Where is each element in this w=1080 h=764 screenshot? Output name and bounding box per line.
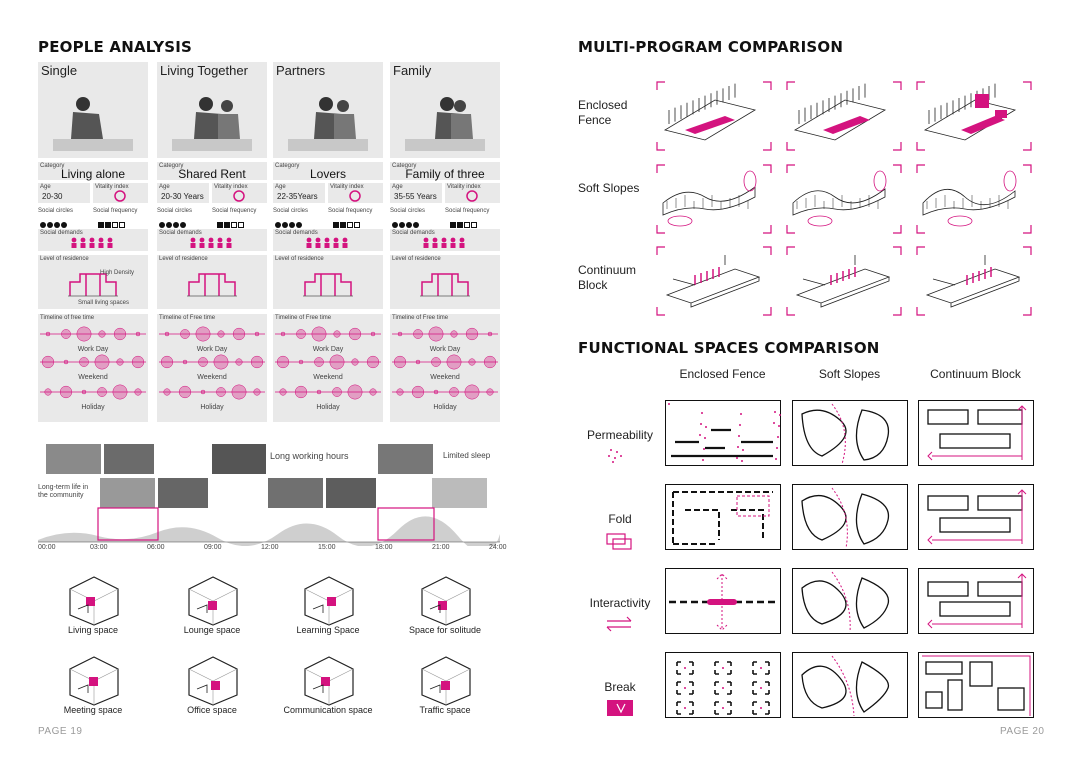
timeline-row-label: Work Day — [429, 346, 461, 353]
schedule-photo — [46, 444, 101, 474]
functional-space-diagram — [918, 400, 1034, 466]
timeline-bubbles — [273, 382, 383, 402]
persona-name: Living Together — [160, 63, 248, 78]
time-tick: 21:00 — [432, 544, 450, 551]
limited-sleep-label: Limited sleep — [443, 451, 491, 460]
time-tick: 18:00 — [375, 544, 393, 551]
time-tick: 12:00 — [261, 544, 279, 551]
time-tick: 00:00 — [38, 544, 56, 551]
schedule-photo — [326, 478, 376, 508]
timeline-bubbles — [390, 324, 500, 344]
func-row-label: Break — [604, 680, 636, 694]
functional-space-diagram — [665, 568, 781, 634]
social-frequency-label: Social frequency — [212, 208, 257, 214]
func-row-icon — [605, 614, 635, 634]
activity-wave — [38, 506, 500, 546]
category-value: Shared Rent — [178, 167, 246, 181]
functional-space-diagram — [918, 484, 1034, 550]
schedule-photo — [378, 444, 433, 474]
people-demand-icon — [189, 237, 235, 249]
timeline-bubbles — [157, 382, 267, 402]
category-value: Living alone — [60, 167, 126, 181]
persona-photo — [172, 84, 252, 154]
func-column-header: Soft Slopes — [818, 367, 881, 381]
page-number-left: PAGE 19 — [38, 726, 83, 737]
functional-space-diagram — [792, 400, 908, 466]
residence-label: Level of residence — [159, 256, 208, 262]
category-label: Category — [40, 163, 65, 169]
functional-spaces-title: FUNCTIONAL SPACES COMPARISON — [578, 339, 880, 357]
social-demands-label: Social demands — [275, 230, 318, 236]
timeline-bubbles — [273, 324, 383, 344]
multi-program-diagram — [915, 163, 1033, 235]
schedule-photo — [104, 444, 154, 474]
social-demands-label: Social demands — [159, 230, 202, 236]
persona-name: Family — [393, 63, 432, 78]
space-isometric-icon — [68, 575, 120, 627]
persona-column — [157, 62, 267, 422]
social-circles-label: Social circles — [157, 208, 193, 214]
functional-space-diagram — [792, 652, 908, 718]
long-hours-label: Long working hours — [270, 451, 349, 461]
multi-row-label: Soft Slopes — [578, 181, 640, 195]
functional-space-diagram — [792, 568, 908, 634]
space-isometric-icon — [187, 575, 239, 627]
social-frequency-label: Social frequency — [445, 208, 490, 214]
vitality-label: Vitality index — [447, 184, 481, 190]
page-number-right: PAGE 20 — [1000, 726, 1045, 737]
timeline-label: Timeline of free time — [40, 315, 95, 321]
category-label: Category — [392, 163, 417, 169]
func-row-label: Interactivity — [589, 596, 651, 610]
vitality-label: Vitality index — [330, 184, 364, 190]
age-label: Age — [392, 184, 403, 190]
timeline-label: Timeline of Free time — [159, 315, 216, 321]
multi-program-title: MULTI-PROGRAM COMPARISON — [578, 38, 844, 56]
age-label: Age — [159, 184, 170, 190]
vitality-label: Vitality index — [214, 184, 248, 190]
vitality-icon — [113, 189, 127, 203]
space-isometric-icon — [420, 575, 472, 627]
timeline-row-label: Holiday — [433, 404, 457, 411]
timeline-bubbles — [38, 324, 148, 344]
age-value: 22-35Years — [277, 192, 318, 201]
residence-bar-icon — [420, 268, 470, 298]
schedule-photo — [158, 478, 208, 508]
func-row-label: Fold — [608, 512, 632, 526]
people-demand-icon — [70, 237, 116, 249]
func-column-header: Continuum Block — [930, 367, 1021, 381]
schedule-photo — [268, 478, 323, 508]
functional-space-diagram — [792, 484, 908, 550]
multi-program-diagram — [655, 245, 773, 317]
daily-schedule — [38, 440, 507, 555]
density-small-label: Small living spaces — [78, 300, 130, 306]
category-value: Family of three — [405, 167, 485, 181]
timeline-row-label: Weekend — [197, 374, 227, 381]
age-value: 35-55 Years — [394, 192, 437, 201]
persona-photo — [53, 84, 133, 154]
timeline-row-label: Work Day — [77, 346, 109, 353]
time-tick: 24:00 — [489, 544, 507, 551]
social-frequency-label: Social frequency — [328, 208, 373, 214]
func-row-icon — [605, 698, 635, 718]
multi-program-diagram — [785, 163, 903, 235]
time-tick: 06:00 — [147, 544, 165, 551]
people-demand-icon — [305, 237, 351, 249]
age-value: 20-30 Years — [161, 192, 204, 201]
timeline-row-label: Weekend — [78, 374, 108, 381]
timeline-row-label: Work Day — [196, 346, 228, 353]
timeline-bubbles — [157, 324, 267, 344]
persona-column — [390, 62, 500, 422]
persona-photo — [288, 84, 368, 154]
space-label: Space for solitude — [408, 625, 482, 635]
timeline-bubbles — [390, 352, 500, 372]
timeline-bubbles — [38, 382, 148, 402]
social-circles-label: Social circles — [390, 208, 426, 214]
multi-program-diagram — [785, 80, 903, 152]
social-demands-label: Social demands — [40, 230, 83, 236]
residence-label: Level of residence — [40, 256, 89, 262]
time-tick: 09:00 — [204, 544, 222, 551]
timeline-label: Timeline of Free time — [275, 315, 332, 321]
people-analysis-title: PEOPLE ANALYSIS — [38, 38, 193, 56]
residence-label: Level of residence — [275, 256, 324, 262]
social-demands-label: Social demands — [392, 230, 435, 236]
multi-program-diagram — [655, 80, 773, 152]
residence-label: Level of residence — [392, 256, 441, 262]
space-label: Meeting space — [63, 705, 123, 715]
social-circles-label: Social circles — [273, 208, 309, 214]
func-column-header: Enclosed Fence — [679, 367, 766, 381]
space-isometric-icon — [303, 575, 355, 627]
space-isometric-icon — [303, 655, 355, 707]
space-label: Office space — [187, 705, 237, 715]
multi-program-diagram — [785, 245, 903, 317]
residence-bar-icon — [187, 268, 237, 298]
category-label: Category — [159, 163, 184, 169]
timeline-bubbles — [273, 352, 383, 372]
timeline-bubbles — [38, 352, 148, 372]
schedule-photo — [100, 478, 155, 508]
social-circles-label: Social circles — [38, 208, 74, 214]
timeline-row-label: Weekend — [430, 374, 460, 381]
residence-bar-icon — [303, 268, 353, 298]
age-label: Age — [275, 184, 286, 190]
vitality-icon — [232, 189, 246, 203]
space-label: Learning Space — [296, 625, 360, 635]
time-tick: 03:00 — [90, 544, 108, 551]
space-label: Living space — [67, 625, 119, 635]
vitality-icon — [465, 189, 479, 203]
timeline-row-label: Holiday — [316, 404, 340, 411]
functional-space-diagram — [665, 484, 781, 550]
schedule-photo — [212, 444, 266, 474]
timeline-row-label: Holiday — [81, 404, 105, 411]
category-label: Category — [275, 163, 300, 169]
persona-photo — [405, 84, 485, 154]
space-isometric-icon — [68, 655, 120, 707]
age-label: Age — [40, 184, 51, 190]
category-value: Lovers — [309, 167, 347, 181]
persona-name: Single — [41, 63, 78, 78]
multi-program-diagram — [915, 245, 1033, 317]
persona-column — [38, 62, 148, 422]
space-isometric-icon — [420, 655, 472, 707]
timeline-bubbles — [390, 382, 500, 402]
multi-row-label: Enclosed Fence — [578, 98, 628, 127]
people-demand-icon — [422, 237, 468, 249]
persona-column — [273, 62, 383, 422]
timeline-row-label: Holiday — [200, 404, 224, 411]
functional-space-diagram — [918, 568, 1034, 634]
vitality-icon — [348, 189, 362, 203]
func-row-label: Permeability — [586, 428, 654, 442]
timeline-row-label: Work Day — [312, 346, 344, 353]
func-row-icon — [605, 446, 635, 466]
multi-program-diagram — [915, 80, 1033, 152]
multi-program-diagram — [655, 163, 773, 235]
functional-space-diagram — [665, 400, 781, 466]
social-frequency-label: Social frequency — [93, 208, 138, 214]
schedule-photo — [432, 478, 487, 508]
vitality-label: Vitality index — [95, 184, 129, 190]
time-tick: 15:00 — [318, 544, 336, 551]
age-value: 20-30 — [42, 192, 63, 201]
community-life-label: Long-term life in the community — [38, 484, 89, 499]
space-label: Lounge space — [183, 625, 241, 635]
space-isometric-icon — [187, 655, 239, 707]
functional-space-diagram — [918, 652, 1034, 718]
space-label: Communication space — [283, 705, 373, 715]
timeline-label: Timeline of Free time — [392, 315, 449, 321]
persona-name: Partners — [276, 63, 326, 78]
timeline-bubbles — [157, 352, 267, 372]
density-high-label: High Density — [100, 270, 135, 276]
timeline-row-label: Weekend — [313, 374, 343, 381]
functional-space-diagram — [665, 652, 781, 718]
space-label: Traffic space — [419, 705, 471, 715]
multi-row-label: Continuum Block — [578, 263, 637, 292]
func-row-icon — [605, 530, 635, 550]
